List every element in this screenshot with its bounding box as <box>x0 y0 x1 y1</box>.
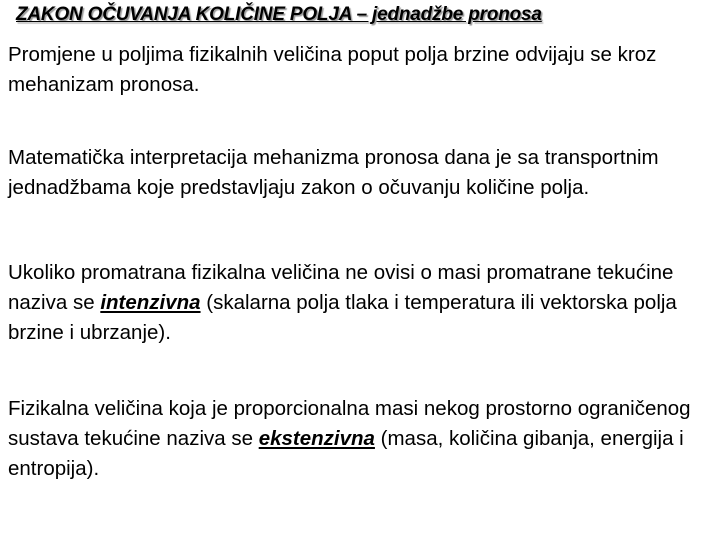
term-extensive: ekstenzivna <box>258 427 375 450</box>
paragraph-transport-mechanism <box>8 40 716 100</box>
paragraph-transport-equations <box>8 143 716 203</box>
term-intensive: intenzivna <box>100 291 201 314</box>
paragraph-text: Matematička interpretacija mehanizma pronosa dana je sa transportnim jednadžbama koje predstavljaju zakon o očuvanju količine polja. <box>8 146 659 199</box>
slide-title: ZAKON OČUVANJA KOLIČINE POLJA – jednadžbe pronosa <box>16 4 542 25</box>
paragraph-text-before: Fizikalna veličina koja je proporcionalna masi nekog prostorno ograničenog sustava tekućine naziva se <box>8 397 691 450</box>
paragraph-text: Promjene u poljima fizikalnih veličina poput polja brzine odvijaju se kroz mehanizam pronosa. <box>8 43 657 96</box>
paragraph-intensive <box>8 258 716 348</box>
paragraph-extensive <box>8 394 716 484</box>
paragraph-text-before: Ukoliko promatrana fizikalna veličina ne ovisi o masi promatrane tekućine naziva se <box>8 261 674 314</box>
paragraph-text-after: (skalarna polja tlaka i temperatura ili vektorska polja brzine i ubrzanje). <box>8 291 677 344</box>
paragraph-text-after: (masa, količina gibanja, energija i entropija). <box>8 427 684 480</box>
